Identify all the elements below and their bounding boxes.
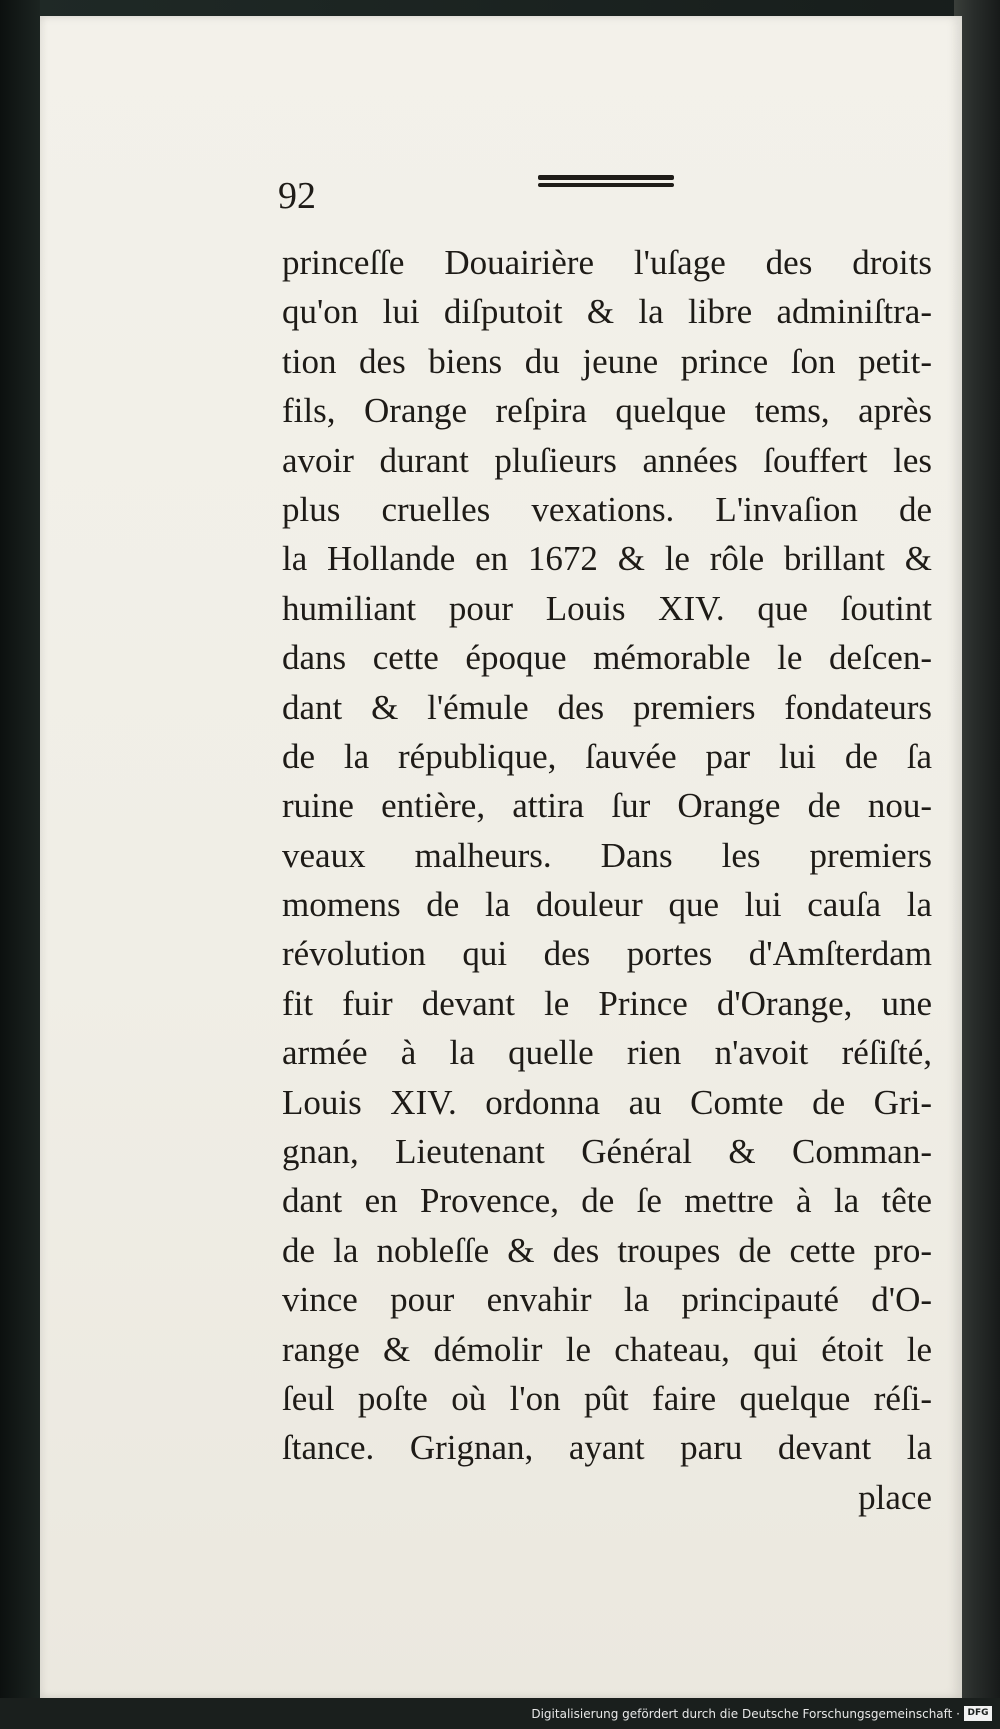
text-line: dant en Provence, de ſe mettre à la tête: [282, 1181, 932, 1221]
text-line: fils, Orange reſpira quelque tems, après: [282, 391, 932, 431]
catchword: place: [858, 1477, 932, 1517]
ornament-rule-bottom: [538, 183, 674, 187]
text-line: humiliant pour Louis XIV. que ſoutint: [282, 588, 932, 628]
text-line: plus cruelles vexations. L'invaſion de: [282, 489, 932, 529]
text-line: de la république, ſauvée par lui de ſa: [282, 736, 932, 776]
text-line: momens de la douleur que lui cauſa la: [282, 885, 932, 925]
header-ornament-rule: [538, 175, 674, 189]
book-gutter: [0, 0, 40, 1729]
text-line: ſeul poſte où l'on pût faire quelque réſi-: [282, 1378, 932, 1418]
ornament-rule-top: [538, 175, 674, 180]
text-line: Louis XIV. ordonna au Comte de Gri-: [282, 1082, 932, 1122]
text-line: avoir durant pluſieurs années ſouffert les: [282, 440, 932, 480]
text-line: dans cette époque mémorable le deſcen-: [282, 638, 932, 678]
text-line: qu'on lui diſputoit & la libre adminiſtra-: [282, 292, 932, 332]
page-number: 92: [278, 175, 316, 217]
text-line: révolution qui des portes d'Amſterdam: [282, 934, 932, 974]
body-text: [282, 238, 932, 1522]
text-line: veaux malheurs. Dans les premiers: [282, 835, 932, 875]
text-line: vince pour envahir la principauté d'O-: [282, 1280, 932, 1320]
text-line: ruine entière, attira ſur Orange de nou-: [282, 786, 932, 826]
text-line: princeſſe Douairière l'uſage des droits: [282, 243, 932, 282]
footer-credit: Digitalisierung gefördert durch die Deutsche Forschungsgemeinschaft ·: [531, 1707, 960, 1721]
text-line: la Hollande en 1672 & le rôle brillant &: [282, 539, 932, 579]
text-line: dant & l'émule des premiers fondateurs: [282, 687, 932, 727]
text-line: gnan, Lieutenant Général & Comman-: [282, 1132, 932, 1172]
text-line: armée à la quelle rien n'avoit réſiſté,: [282, 1033, 932, 1073]
text-line: ſtance. Grignan, ayant paru devant la: [282, 1428, 932, 1468]
dfg-logo-icon: DFG: [964, 1706, 992, 1721]
text-line: range & démolir le chateau, qui étoit le: [282, 1329, 932, 1369]
text-line: tion des biens du jeune prince ſon petit-: [282, 341, 932, 381]
text-line: fit fuir devant le Prince d'Orange, une: [282, 983, 932, 1023]
text-line: de la nobleſſe & des troupes de cette pro-: [282, 1230, 932, 1270]
